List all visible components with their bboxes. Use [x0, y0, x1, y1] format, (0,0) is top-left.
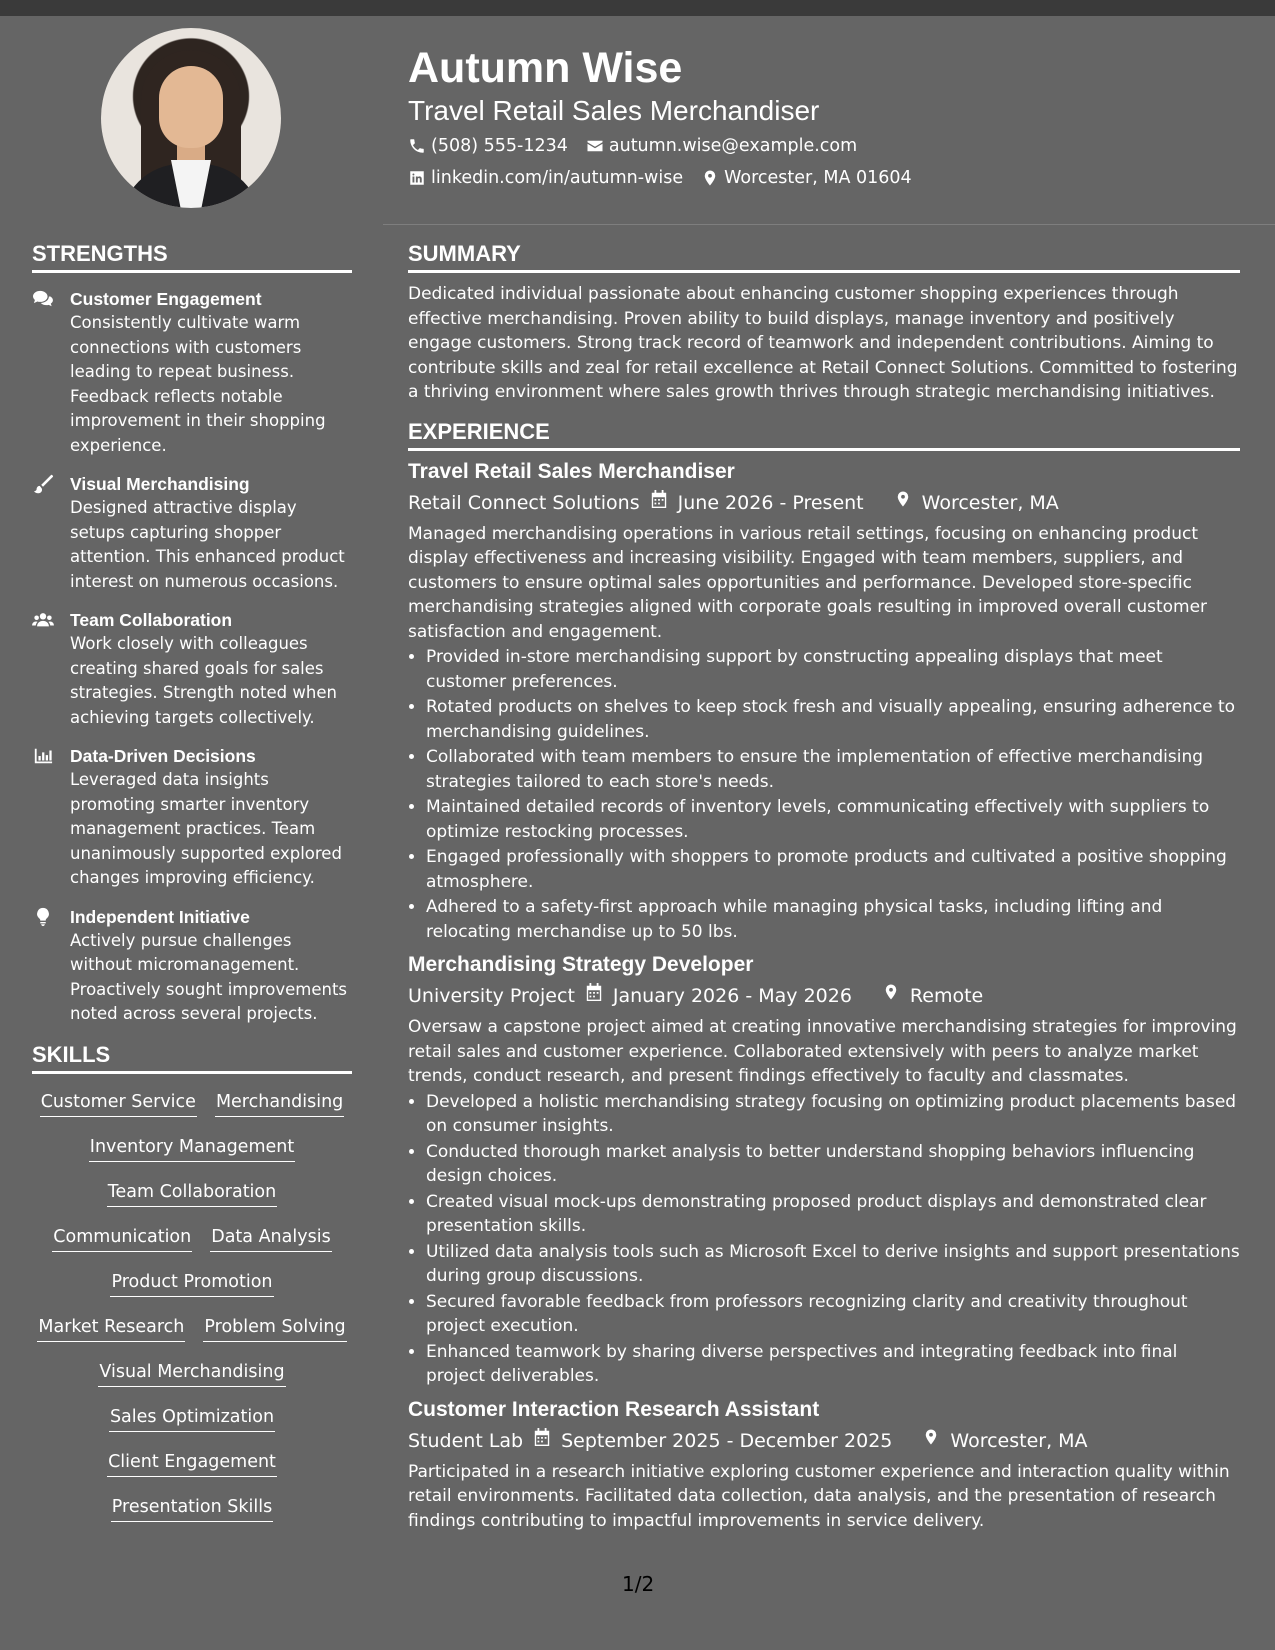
- bullet-item: • Rotated products on shelves to keep stock fresh and visually appealing, ensuring adherence to merchandising guidelines.: [426, 695, 1240, 744]
- top-bar: [0, 0, 1275, 16]
- job-dates: September 2025 - December 2025: [561, 1429, 893, 1452]
- calendar-icon: [650, 487, 668, 519]
- bullet-item: • Collaborated with team members to ensure the implementation of effective merchandising strategies tailored to each store's needs.: [426, 745, 1240, 794]
- strength-desc: Designed attractive display setups capturing shopper attention. This enhanced product interest on numerous occasions.: [70, 498, 345, 591]
- skill-row: [98, 1350, 285, 1395]
- strength-title: Data-Driven Decisions: [70, 746, 256, 766]
- skill-tag: Team Collaboration: [107, 1180, 277, 1207]
- skill-row: [52, 1215, 331, 1260]
- left-column: [32, 240, 352, 1530]
- strength-title: Independent Initiative: [70, 906, 250, 927]
- contact-email[interactable]: autumn.wise@example.com: [586, 135, 857, 157]
- skills-list: [32, 1080, 352, 1530]
- job-role: Customer Interaction Research Assistant: [408, 1397, 820, 1421]
- bullet-item: • Adhered to a safety-first approach while managing physical tasks, including lifting and relocating merchandise up to 50 lbs.: [426, 895, 1240, 944]
- strength-desc: Work closely with colleagues creating shared goals for sales strategies. Strength noted when achieving targets collectively.: [70, 634, 337, 727]
- summary-text: Dedicated individual passionate about enhancing customer shopping experiences through effective merchandising. Proven ability to build displays, manage inventory and positively engage customers. Strong track record of teamwork and independent contributions. Aiming to contribute skills and zeal for retail excellence at Retail Connect Solutions. Committed to fostering a thriving environment where sales growth thrives through strategic merchandising initiatives.: [408, 284, 1238, 402]
- strength-desc: Consistently cultivate warm connections with customers leading to repeat business. Feedback reflects notable improvement in their shopping experience.: [70, 313, 326, 455]
- job-description: Managed merchandising operations in various retail settings, focusing on enhancing product display effectiveness and increasing visibility. Engaged with team members, suppliers, and customers to ensure optimal sales opportunities and performance. Developed store-specific merchandising strategies aligned with corporate goals resulting in improved overall customer satisfaction and engagement.: [408, 523, 1208, 642]
- map-pin-icon: [894, 487, 912, 519]
- page-number: 1/2: [622, 1572, 655, 1596]
- linkedin-icon: [408, 169, 426, 187]
- bar-chart-icon: [32, 744, 56, 891]
- strength-item: [32, 287, 352, 458]
- job-location: Worcester, MA: [921, 491, 1059, 514]
- skill-tag: Product Promotion: [110, 1270, 273, 1297]
- strength-item: [32, 744, 352, 891]
- bullet-item: • Engaged professionally with shoppers to promote products and cultivated a positive shopping atmosphere.: [426, 845, 1240, 894]
- skill-tag: Presentation Skills: [111, 1495, 273, 1522]
- job-org: Student Lab: [408, 1429, 524, 1452]
- skill-tag: Sales Optimization: [109, 1405, 275, 1432]
- skill-tag: Communication: [52, 1225, 192, 1252]
- job-dates: January 2026 - May 2026: [612, 985, 852, 1007]
- strength-item: [32, 608, 352, 730]
- bullet-item: • Conducted thorough market analysis to better understand shopping behaviors influencing design choices.: [426, 1140, 1240, 1189]
- map-pin-icon: [882, 980, 900, 1012]
- skill-row: [109, 1395, 275, 1440]
- strength-title: Visual Merchandising: [70, 474, 250, 494]
- envelope-icon: [586, 137, 604, 155]
- phone-icon: [408, 137, 426, 155]
- skill-row: [107, 1440, 277, 1485]
- candidate-name: Autumn Wise: [408, 44, 683, 92]
- job-meta: [408, 487, 1240, 519]
- skill-row: [89, 1125, 295, 1170]
- skill-tag: Client Engagement: [107, 1450, 277, 1477]
- skill-tag: Visual Merchandising: [98, 1360, 285, 1387]
- bullet-item: • Provided in-store merchandising support by constructing appealing displays that meet customer preferences.: [426, 645, 1240, 694]
- profile-photo: [101, 28, 281, 208]
- job-bullets: [408, 645, 1240, 944]
- lightbulb-icon: [32, 905, 56, 1027]
- skill-tag: Market Research: [37, 1315, 185, 1342]
- job-location: Worcester, MA: [950, 1429, 1088, 1452]
- skill-tag: Inventory Management: [89, 1135, 295, 1162]
- job-role: Merchandising Strategy Developer: [408, 953, 754, 976]
- experience-heading: EXPERIENCE: [408, 418, 1240, 451]
- skill-row: [40, 1080, 345, 1125]
- job-description: Participated in a research initiative exploring customer experience and interaction quality within retail environments. Facilitated data collection, data analysis, and the presentation of research findings contributing to impactful improvements in service delivery.: [408, 1461, 1230, 1531]
- map-pin-icon: [701, 169, 719, 187]
- bullet-item: • Maintained detailed records of inventory levels, communicating effectively with suppliers to optimize restocking processes.: [426, 795, 1240, 844]
- contact-row-2: [408, 167, 912, 189]
- skill-tag: Customer Service: [40, 1090, 197, 1117]
- skill-row: [111, 1485, 273, 1530]
- job-dates: June 2026 - Present: [677, 491, 864, 514]
- job-meta: [408, 980, 1240, 1012]
- strengths-list: [32, 287, 352, 1027]
- job-meta: [408, 1425, 1240, 1457]
- skill-row: [37, 1305, 346, 1350]
- bullet-item: • Utilized data analysis tools such as Microsoft Excel to derive insights and support presentations during group discussions.: [426, 1240, 1240, 1289]
- header-divider: [383, 224, 1275, 225]
- job-entry: [408, 1395, 1240, 1534]
- contact-location: Worcester, MA 01604: [701, 167, 912, 189]
- strength-title: Team Collaboration: [70, 610, 233, 630]
- skills-heading: SKILLS: [32, 1041, 352, 1074]
- strength-desc: Actively pursue challenges without micromanagement. Proactively sought improvements noted across several projects.: [70, 930, 348, 1023]
- bullet-item: • Secured favorable feedback from professors recognizing clarity and creativity throughout project execution.: [426, 1290, 1240, 1339]
- skill-tag: Problem Solving: [203, 1315, 346, 1342]
- skill-tag: Merchandising: [215, 1090, 344, 1117]
- job-location: Remote: [909, 985, 984, 1007]
- job-description: Oversaw a capstone project aimed at creating innovative merchandising strategies for improving retail sales and customer experience. Collaborated extensively with peers to analyze market trends, conduct research, and present findings effectively to faculty and classmates.: [408, 1017, 1237, 1086]
- bullet-item: • Enhanced teamwork by sharing diverse perspectives and integrating feedback into final project deliverables.: [426, 1340, 1240, 1389]
- right-column: [408, 240, 1240, 1533]
- candidate-title: Travel Retail Sales Merchandiser: [408, 95, 820, 126]
- skill-row: [110, 1260, 273, 1305]
- strength-item: [32, 905, 352, 1027]
- skill-tag: Data Analysis: [210, 1225, 331, 1252]
- contact-row-1: [408, 135, 857, 157]
- strengths-heading: STRENGTHS: [32, 240, 352, 273]
- comments-icon: [32, 287, 56, 458]
- strength-desc: Leveraged data insights promoting smarter inventory management practices. Team unanimously supported explored changes improving efficiency.: [70, 770, 342, 887]
- job-bullets: [408, 1090, 1240, 1389]
- job-org: Retail Connect Solutions: [408, 491, 640, 514]
- paintbrush-icon: [32, 472, 56, 594]
- bullet-item: • Created visual mock-ups demonstrating proposed product displays and demonstrated clear presentation skills.: [426, 1190, 1240, 1239]
- calendar-icon: [533, 1425, 551, 1457]
- job-entry: [408, 457, 1240, 945]
- job-role: Travel Retail Sales Merchandiser: [408, 459, 735, 483]
- job-org: University Project: [408, 985, 575, 1007]
- bullet-item: • Developed a holistic merchandising strategy focusing on optimizing product placements based on consumer insights.: [426, 1090, 1240, 1139]
- skill-row: [107, 1170, 277, 1215]
- job-entry: [408, 950, 1240, 1389]
- contact-phone: (508) 555-1234: [408, 135, 568, 157]
- strength-title: Customer Engagement: [70, 289, 262, 309]
- summary-heading: SUMMARY: [408, 240, 1240, 273]
- users-icon: [32, 608, 56, 730]
- map-pin-icon: [922, 1425, 940, 1457]
- calendar-icon: [585, 980, 603, 1012]
- strength-item: [32, 472, 352, 594]
- contact-linkedin[interactable]: linkedin.com/in/autumn-wise: [408, 167, 683, 189]
